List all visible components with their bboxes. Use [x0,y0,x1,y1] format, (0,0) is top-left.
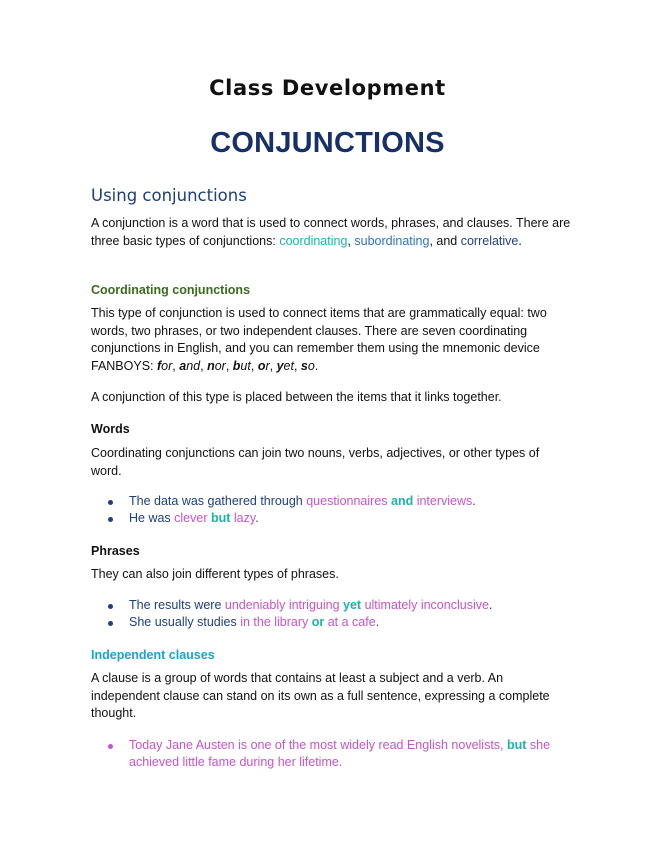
bullet-icon [108,604,113,609]
term-subordinating: subordinating [354,233,430,248]
list-item [108,597,568,614]
example-end: . [338,755,343,769]
bullet-icon [108,744,113,749]
intro-paragraph [91,215,571,250]
example-item-b: interviews [416,494,473,508]
example-end: . [255,511,259,525]
fanboys-letter: b [232,358,241,373]
example-item-b: ultimately inconclusive [364,598,489,612]
page-title: Class Development [209,76,446,100]
heading-phrases: Phrases [91,544,140,558]
example-end: . [472,494,476,508]
list-item [108,614,568,631]
term-correlative: correlative [460,233,519,248]
bullet-icon [108,500,113,505]
list-item [108,737,568,771]
heading-words: Words [91,422,130,436]
page-subtitle: CONJUNCTIONS [210,127,445,159]
period: . [518,233,522,248]
fanboys-rest: ut [240,358,251,373]
fanboys-list [157,359,318,373]
example-end: . [375,615,380,629]
fanboys-word [258,359,270,373]
fanboys-word [277,359,294,373]
term-coordinating: coordinating [279,233,348,248]
list-item [108,493,568,510]
fanboys-rest: r [265,358,270,373]
fanboys-rest: et [283,358,294,373]
coordinating-paragraph [91,305,571,375]
example-end: . [488,598,493,612]
example-text: He was [129,511,175,525]
example-item-b: at a cafe [327,615,376,629]
fanboys-letter: s [300,358,308,373]
example-conjunction: but [503,738,530,752]
separator: , [269,358,277,373]
fanboys-word [233,359,251,373]
bullet-icon [108,517,113,522]
bullet-icon [108,621,113,626]
separator: , [172,358,180,373]
example-text: She usually studies [129,615,241,629]
clauses-examples [108,737,568,771]
phrases-paragraph: They can also join different types of phrases. [91,567,339,581]
intro-text: A conjunction is a word that is used to connect words, phrases, and clauses. There are three basic types of conjunctions: [91,216,571,248]
example-conjunction: yet [339,598,365,612]
fanboys-letter: n [207,358,215,373]
fanboys-letter: o [257,358,266,373]
words-paragraph: Coordinating conjunctions can join two nouns, verbs, adjectives, or other types of word. [91,446,540,478]
separator: . [314,358,319,373]
example-text: The results were [129,598,225,612]
heading-independent-clauses: Independent clauses [91,648,215,662]
heading-coordinating-conjunctions: Coordinating conjunctions [91,283,251,297]
fanboys-rest: or [214,358,226,373]
fanboys-rest: nd [186,358,201,373]
fanboys-word [207,359,226,373]
fanboys-letter: a [179,358,187,373]
fanboys-rest: o [307,358,315,373]
fanboys-word [179,359,200,373]
fanboys-letter: f [157,358,162,373]
example-item-a: clever [174,511,208,525]
example-conjunction: or [308,615,328,629]
coordinating-text: This type of conjunction is used to connect items that are grammatically equal: two words, two phrases, or two independent clauses. There are seven coordinating conjunctions in English, and you can remember them using the mnemonic device FANBOYS: [91,306,547,373]
placement-paragraph: A conjunction of this type is placed between the items that it links together. [91,390,502,404]
fanboys-word [301,359,315,373]
separator: , [293,358,301,373]
example-item-a: questionnaires [306,494,388,508]
example-item-a: undeniably intriguing [224,598,340,612]
fanboys-rest: or [161,358,173,373]
example-conjunction: but [207,511,234,525]
words-examples [108,493,568,527]
example-clause-b: she achieved little fame during her lifetime [129,738,551,769]
example-item-a: in the library [240,615,309,629]
separator: , [225,358,233,373]
separator: , and [429,233,461,248]
phrases-examples [108,597,568,631]
separator: , [347,233,355,248]
example-clause-a: Today Jane Austen is one of the most widely read English novelists, [129,738,504,752]
list-item [108,510,568,527]
example-text: The data was gathered through [129,494,307,508]
example-item-b: lazy [233,511,256,525]
fanboys-word [157,359,172,373]
example-conjunction: and [387,494,417,508]
clauses-paragraph: A clause is a group of words that contains at least a subject and a verb. An independent clause can stand on its own as a full sentence, expressing a complete thought. [91,671,550,720]
section-heading-using-conjunctions: Using conjunctions [91,186,247,205]
separator: , [250,358,258,373]
fanboys-letter: y [276,358,284,373]
separator: , [200,358,208,373]
